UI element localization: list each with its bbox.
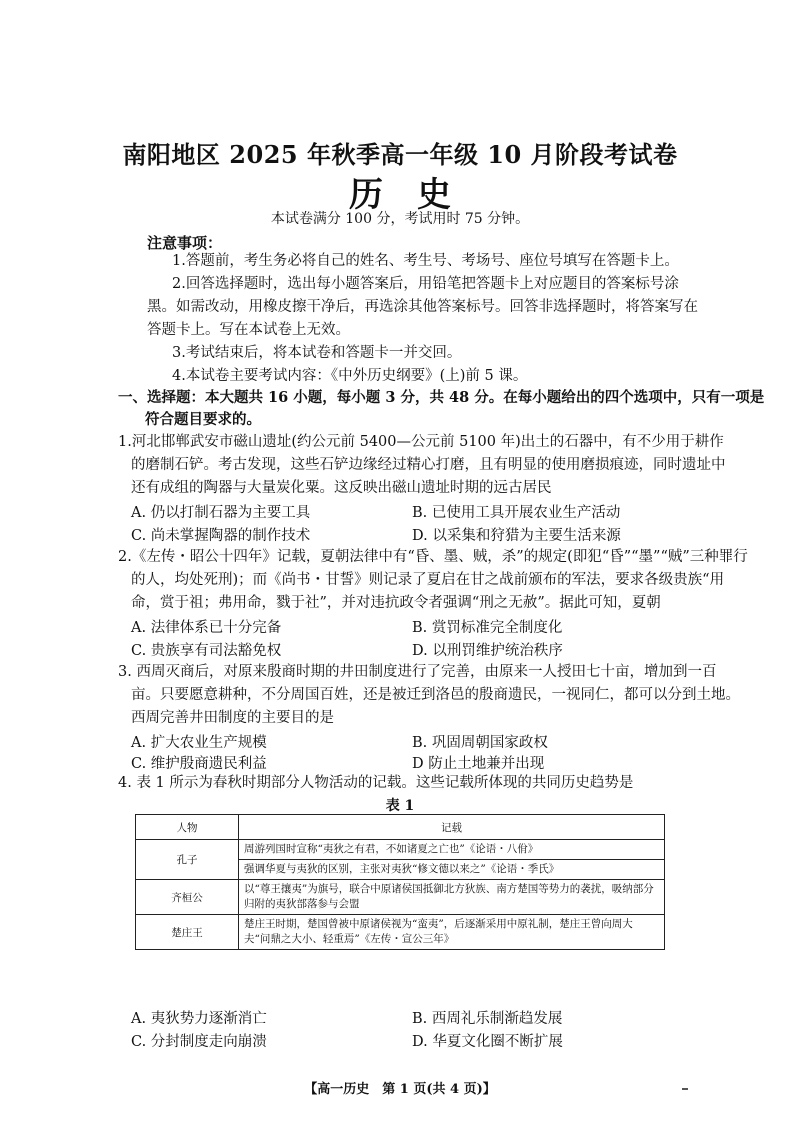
option-d: D. 以刑罚维护统治秩序	[412, 643, 563, 659]
table-record: 强调华夏与夷狄的区别，主张对夷狄“修文德以来之”《论语・季氏》	[239, 860, 665, 880]
section-heading: 符合题目要求的。	[145, 411, 261, 428]
table-person: 孔子	[136, 840, 239, 880]
question-stem: 亩。只要愿意耕种，不分周国百姓，还是被迁到洛邑的殷商遗民，一视同仁，都可以分到土地。	[131, 687, 740, 703]
score-note: 本试卷满分 100 分，考试用时 75 分钟。	[270, 211, 530, 227]
option-d: D. 华夏文化圈不断扩展	[412, 1034, 563, 1050]
option-b: B. 已使用工具开展农业生产活动	[412, 505, 621, 521]
option-d: D. 以采集和狩猎为主要生活来源	[412, 528, 621, 544]
table-header: 人物	[136, 815, 239, 840]
table-header: 记载	[239, 815, 665, 840]
option-c: C. 维护殷商遗民利益	[131, 756, 267, 772]
option-d: D 防止土地兼并出现	[412, 756, 545, 772]
table-person: 齐桓公	[136, 880, 239, 915]
records-table	[135, 814, 665, 950]
table-record: 以“尊王攘夷”为旗号，联合中原诸侯国抵御北方狄族、南方楚国等势力的袭扰，吸纳部分归附的夷狄部落参与会盟	[239, 880, 665, 915]
table-caption: 表 1	[385, 798, 415, 814]
question-stem: 还有成组的陶器与大量炭化粟。这反映出磁山遗址时期的远古居民	[131, 480, 552, 496]
note-line: 答题卡上。写在本试卷上无效。	[147, 322, 350, 338]
subject-title: 历史	[349, 175, 485, 215]
option-a: A. 法律体系已十分完备	[131, 620, 282, 636]
question-stem: 的磨制石铲。考古发现，这些石铲边缘经过精心打磨，且有明显的使用磨损痕迹，同时遗址中	[131, 457, 726, 473]
option-c: C. 分封制度走向崩溃	[131, 1034, 267, 1050]
page-footer: 【高一历史 第 1 页(共 4 页)】	[304, 1082, 496, 1097]
question-stem: 的人，均处死刑)；而《尚书・甘誓》则记录了夏启在甘之战前颁布的军法，要求各级贵族“用	[131, 572, 725, 588]
question-stem: 命，赏于祖；弗用命，戮于社”，并对违抗政令者强调“刑之无赦”。据此可知，夏朝	[131, 595, 661, 611]
option-c: C. 尚未掌握陶器的制作技术	[131, 528, 311, 544]
section-heading: 一、选择题：本大题共 16 小题，每小题 3 分，共 48 分。在每小题给出的四个选项中，只有一项是	[118, 389, 765, 406]
note-line: 4.本试卷主要考试内容：《中外历史纲要》(上)前 5 课。	[172, 368, 528, 384]
option-b: B. 巩固周朝国家政权	[412, 735, 548, 751]
question-stem: 1.河北邯郸武安市磁山遗址(约公元前 5400—公元前 5100 年)出土的石器中，有不少用于耕作	[118, 434, 724, 450]
question-stem: 西周完善井田制度的主要目的是	[131, 710, 334, 726]
note-line: 黑。如需改动，用橡皮擦干净后，再选涂其他答案标号。回答非选择题时，将答案写在	[147, 299, 698, 315]
table-record: 楚庄王时期，楚国曾被中原诸侯视为“蛮夷”，后逐渐采用中原礼制，楚庄王曾向周大夫“问鼎之大小、轻重焉”《左传・宣公三年》	[239, 915, 665, 950]
notes-heading: 注意事项：	[147, 234, 223, 252]
table-record: 周游列国时宣称“夷狄之有君，不如诸夏之亡也”《论语・八佾》	[239, 840, 665, 860]
option-b: B. 赏罚标准完全制度化	[412, 620, 563, 636]
question-stem: 3. 西周灭商后，对原来殷商时期的井田制度进行了完善，由原来一人授田七十亩，增加到一百	[118, 664, 717, 680]
question-stem: 2.《左传・昭公十四年》记载，夏朝法律中有“昏、墨、贼，杀”的规定(即犯“昏”“墨”“贼”三种罪行	[118, 549, 748, 565]
note-line: 1.答题前，考生务必将自己的姓名、考生号、考场号、座位号填写在答题卡上。	[172, 253, 679, 269]
option-a: A. 仍以打制石器为主要工具	[131, 505, 311, 521]
exam-title: 南阳地区 2025 年秋季高一年级 10 月阶段考试卷	[122, 140, 678, 169]
table-person: 楚庄王	[136, 915, 239, 950]
option-a: A. 扩大农业生产规模	[131, 735, 267, 751]
option-c: C. 贵族享有司法豁免权	[131, 643, 282, 659]
note-line: 2.回答选择题时，选出每小题答案后，用铅笔把答题卡上对应题目的答案标号涂	[172, 276, 679, 292]
note-line: 3.考试结束后，将本试卷和答题卡一并交回。	[172, 345, 462, 361]
question-stem: 4. 表 1 所示为春秋时期部分人物活动的记载。这些记载所体现的共同历史趋势是	[118, 775, 634, 791]
option-a: A. 夷狄势力逐渐消亡	[131, 1011, 267, 1027]
option-b: B. 西周礼乐制渐趋发展	[412, 1011, 563, 1027]
footer-mark	[682, 1088, 688, 1090]
